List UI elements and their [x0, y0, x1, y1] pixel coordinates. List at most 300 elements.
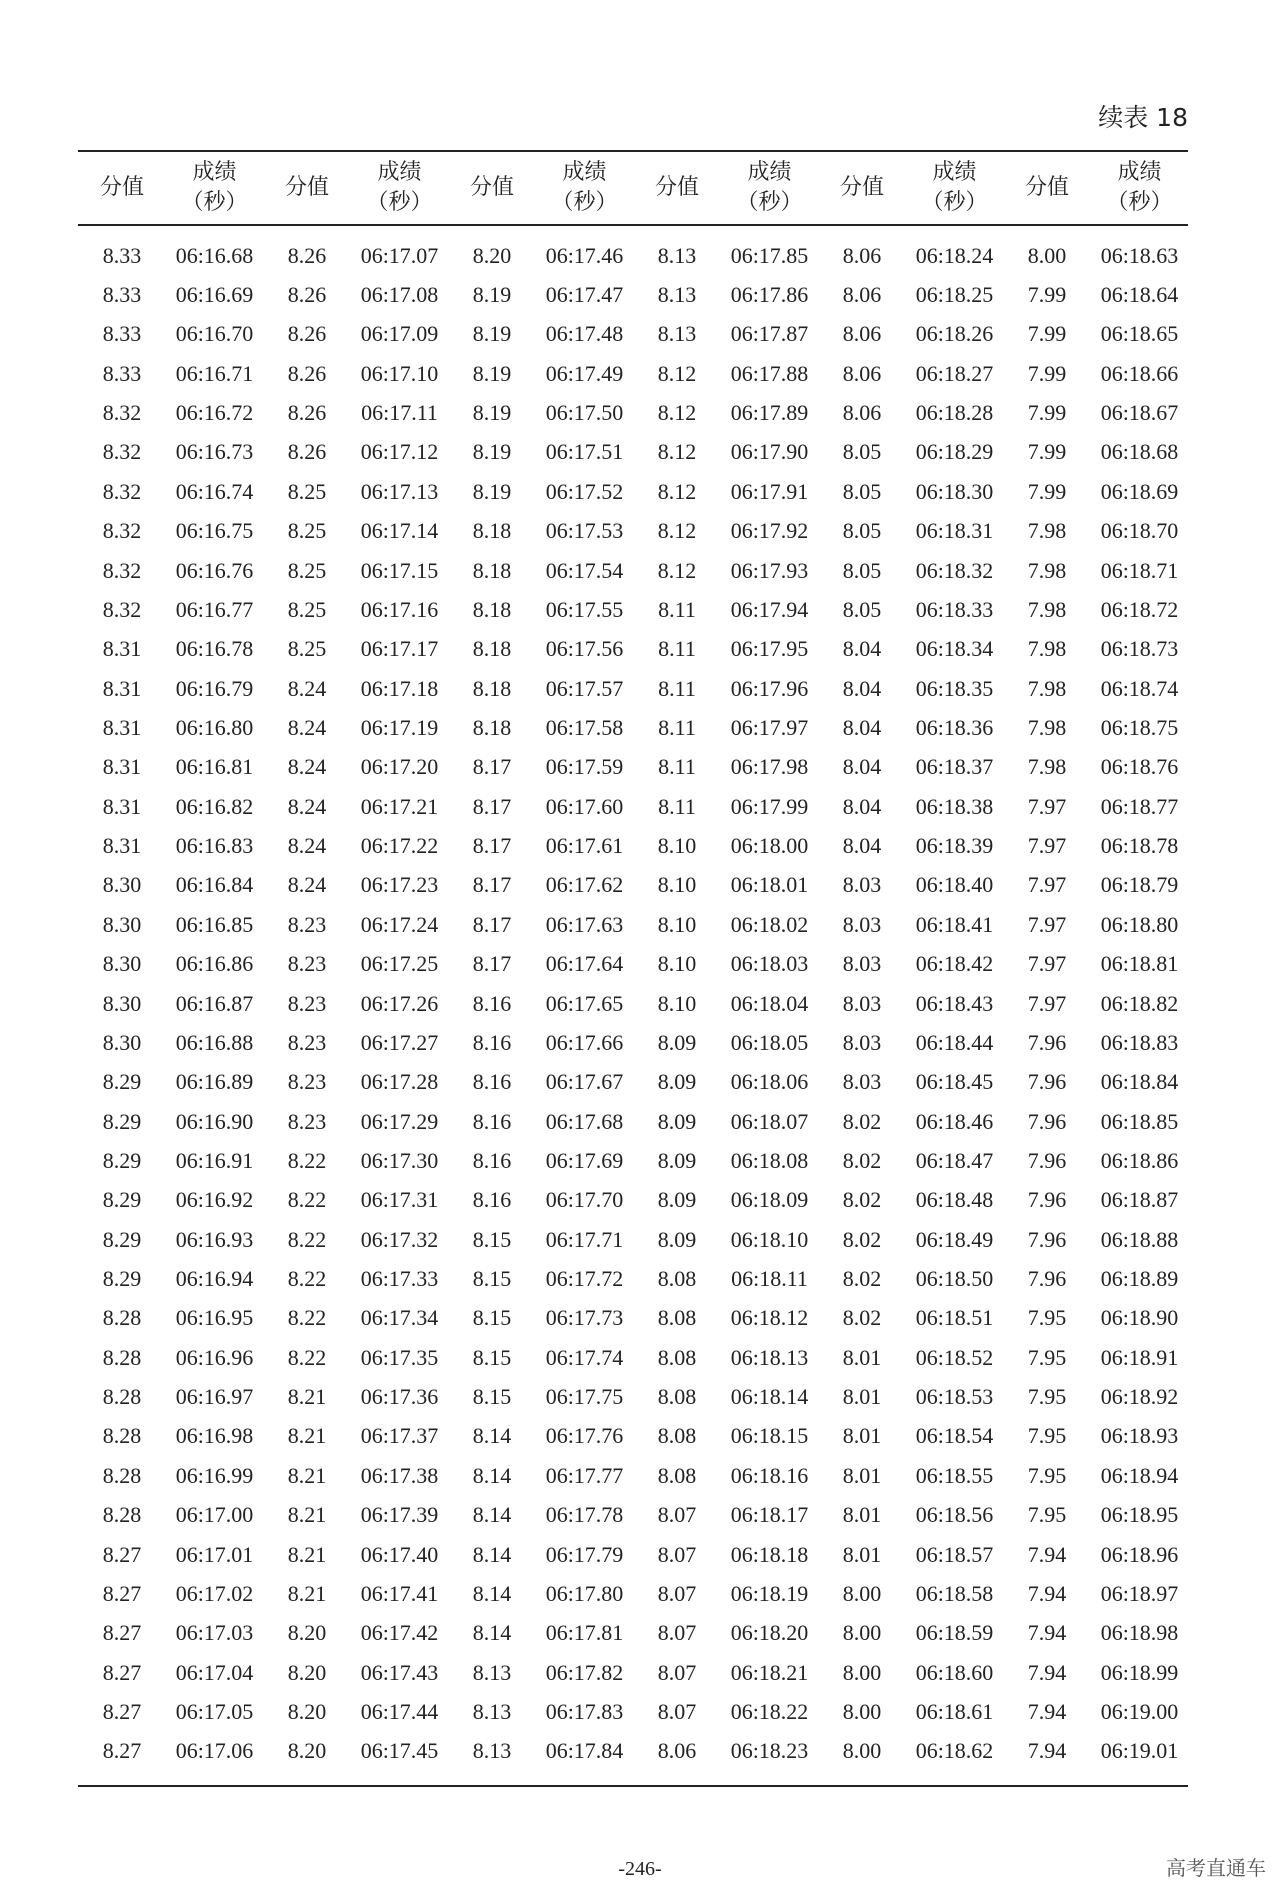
time-cell: 06:18.08 — [730, 1147, 809, 1173]
score-cell: 8.03 — [842, 872, 882, 898]
header-label: 成绩 — [192, 160, 237, 185]
time-cell: 06:18.21 — [730, 1659, 809, 1685]
time-cell: 06:17.02 — [175, 1580, 254, 1606]
time-cell: 06:18.81 — [1100, 951, 1179, 977]
time-cell: 06:18.68 — [1100, 439, 1179, 465]
score-cell: 8.05 — [842, 439, 882, 465]
time-cell: 06:16.90 — [175, 1108, 254, 1134]
score-cell: 8.16 — [472, 1029, 512, 1055]
score-cell: 8.28 — [102, 1462, 142, 1488]
time-cell: 06:16.93 — [175, 1226, 254, 1252]
time-cell: 06:18.50 — [915, 1266, 994, 1292]
time-cell: 06:17.18 — [360, 675, 439, 701]
time-cell: 06:17.26 — [360, 990, 439, 1016]
score-cell: 7.97 — [1027, 990, 1067, 1016]
header-score — [633, 151, 721, 225]
score-cell: 7.96 — [1027, 1266, 1067, 1292]
score-cell: 8.08 — [657, 1384, 697, 1410]
score-cell: 8.13 — [657, 321, 697, 347]
time-cell: 06:17.14 — [360, 518, 439, 544]
score-cell: 8.11 — [658, 714, 696, 740]
score-cell: 8.29 — [102, 1069, 142, 1095]
score-cell: 8.22 — [287, 1344, 327, 1370]
time-cell: 06:16.69 — [175, 282, 254, 308]
time-cell: 06:18.06 — [730, 1069, 809, 1095]
score-cell: 8.18 — [472, 714, 512, 740]
table-row — [78, 1574, 1188, 1613]
time-cell: 06:18.66 — [1100, 360, 1179, 386]
score-cell: 8.09 — [657, 1226, 697, 1252]
time-cell: 06:17.15 — [360, 557, 439, 583]
time-cell: 06:16.81 — [175, 754, 254, 780]
time-cell: 06:17.06 — [166, 1732, 263, 1786]
score-cell: 8.12 — [657, 478, 697, 504]
score-cell: 8.26 — [287, 282, 327, 308]
time-cell: 06:17.84 — [536, 1732, 633, 1786]
score-cell: 8.20 — [287, 1698, 327, 1724]
time-cell: 06:16.73 — [175, 439, 254, 465]
score-cell: 8.31 — [102, 833, 142, 859]
score-cell: 8.14 — [472, 1620, 512, 1646]
score-cell: 8.22 — [287, 1147, 327, 1173]
header-unit: （秒） — [366, 190, 433, 215]
time-cell: 06:17.66 — [545, 1029, 624, 1055]
time-cell: 06:17.68 — [545, 1108, 624, 1134]
score-cell: 8.01 — [842, 1462, 882, 1488]
score-cell: 8.07 — [657, 1698, 697, 1724]
time-cell: 06:17.82 — [545, 1659, 624, 1685]
time-cell: 06:18.61 — [915, 1698, 994, 1724]
header-label: 分值 — [99, 175, 144, 200]
time-cell: 06:18.33 — [915, 596, 994, 622]
score-cell: 8.07 — [657, 1580, 697, 1606]
time-cell: 06:17.69 — [545, 1147, 624, 1173]
score-cell: 7.98 — [1027, 557, 1067, 583]
time-cell: 06:18.45 — [915, 1069, 994, 1095]
time-cell: 06:18.98 — [1100, 1620, 1179, 1646]
table-row — [78, 512, 1188, 551]
score-cell: 8.05 — [842, 518, 882, 544]
score-cell: 8.11 — [658, 636, 696, 662]
watermark: 高考直通车 — [1166, 1856, 1266, 1880]
score-cell: 8.19 — [472, 439, 512, 465]
time-cell: 06:18.93 — [1100, 1423, 1179, 1449]
score-cell: 8.30 — [102, 951, 142, 977]
time-cell: 06:17.04 — [175, 1659, 254, 1685]
score-cell: 8.13 — [448, 1732, 536, 1786]
time-cell: 06:18.23 — [721, 1732, 818, 1786]
score-cell: 8.19 — [472, 400, 512, 426]
score-cell: 7.97 — [1027, 951, 1067, 977]
header-label: 分值 — [839, 175, 884, 200]
score-cell: 8.26 — [287, 439, 327, 465]
time-cell: 06:18.48 — [915, 1187, 994, 1213]
score-cell: 8.06 — [842, 242, 882, 268]
time-cell: 06:17.29 — [360, 1108, 439, 1134]
score-cell: 8.31 — [102, 675, 142, 701]
score-cell: 7.96 — [1027, 1226, 1067, 1252]
table-row — [78, 669, 1188, 708]
score-cell: 8.15 — [472, 1384, 512, 1410]
time-cell: 06:17.80 — [545, 1580, 624, 1606]
time-cell: 06:18.92 — [1100, 1384, 1179, 1410]
score-cell: 8.08 — [657, 1344, 697, 1370]
score-cell: 8.04 — [842, 675, 882, 701]
time-cell: 06:18.18 — [730, 1541, 809, 1567]
score-cell: 7.98 — [1027, 675, 1067, 701]
score-cell: 8.33 — [102, 242, 142, 268]
time-cell: 06:16.92 — [175, 1187, 254, 1213]
time-cell: 06:17.61 — [545, 833, 624, 859]
score-cell: 8.13 — [472, 1698, 512, 1724]
time-cell: 06:18.95 — [1100, 1502, 1179, 1528]
score-cell: 8.04 — [842, 714, 882, 740]
score-cell: 7.99 — [1027, 439, 1067, 465]
time-cell: 06:18.78 — [1100, 833, 1179, 859]
time-cell: 06:17.42 — [360, 1620, 439, 1646]
score-cell: 8.29 — [102, 1187, 142, 1213]
score-cell: 8.19 — [472, 321, 512, 347]
time-cell: 06:18.12 — [730, 1305, 809, 1331]
time-cell: 06:18.84 — [1100, 1069, 1179, 1095]
time-cell: 06:17.35 — [360, 1344, 439, 1370]
table-row — [78, 393, 1188, 432]
time-cell: 06:17.54 — [545, 557, 624, 583]
score-cell: 8.07 — [657, 1659, 697, 1685]
score-cell: 8.24 — [287, 714, 327, 740]
time-cell: 06:18.15 — [730, 1423, 809, 1449]
header-label: 分值 — [284, 175, 329, 200]
score-cell: 7.99 — [1027, 478, 1067, 504]
header-unit: （秒） — [736, 190, 803, 215]
score-cell: 8.19 — [472, 478, 512, 504]
score-cell: 8.12 — [657, 557, 697, 583]
score-cell: 8.22 — [287, 1187, 327, 1213]
score-cell: 8.31 — [102, 714, 142, 740]
score-cell: 7.94 — [1027, 1659, 1067, 1685]
time-cell: 06:19.00 — [1100, 1698, 1179, 1724]
time-cell: 06:17.77 — [545, 1462, 624, 1488]
score-cell: 8.21 — [287, 1541, 327, 1567]
score-cell: 8.07 — [657, 1502, 697, 1528]
header-row — [78, 151, 1188, 225]
time-cell: 06:16.99 — [175, 1462, 254, 1488]
score-cell: 8.29 — [102, 1147, 142, 1173]
table-row — [78, 551, 1188, 590]
time-cell: 06:18.07 — [730, 1108, 809, 1134]
time-cell: 06:18.39 — [915, 833, 994, 859]
score-cell: 8.24 — [287, 872, 327, 898]
time-cell: 06:18.46 — [915, 1108, 994, 1134]
score-cell: 8.09 — [657, 1108, 697, 1134]
score-cell: 7.98 — [1027, 754, 1067, 780]
time-cell: 06:17.49 — [545, 360, 624, 386]
time-cell: 06:17.36 — [360, 1384, 439, 1410]
score-cell: 8.17 — [472, 754, 512, 780]
time-cell: 06:17.00 — [175, 1502, 254, 1528]
time-cell: 06:17.64 — [545, 951, 624, 977]
time-cell: 06:17.65 — [545, 990, 624, 1016]
time-cell: 06:16.75 — [175, 518, 254, 544]
time-cell: 06:17.53 — [545, 518, 624, 544]
time-cell: 06:17.88 — [730, 360, 809, 386]
score-cell: 8.20 — [287, 1620, 327, 1646]
score-cell: 7.96 — [1027, 1069, 1067, 1095]
time-cell: 06:17.73 — [545, 1305, 624, 1331]
time-cell: 06:17.08 — [360, 282, 439, 308]
time-cell: 06:18.16 — [730, 1462, 809, 1488]
time-cell: 06:17.39 — [360, 1502, 439, 1528]
score-cell: 8.00 — [1027, 242, 1067, 268]
score-cell: 8.33 — [102, 360, 142, 386]
time-cell: 06:17.47 — [545, 282, 624, 308]
time-cell: 06:17.05 — [175, 1698, 254, 1724]
time-cell: 06:17.86 — [730, 282, 809, 308]
score-cell: 7.99 — [1027, 321, 1067, 347]
time-cell: 06:18.87 — [1100, 1187, 1179, 1213]
time-cell: 06:17.11 — [361, 400, 438, 426]
score-cell: 8.25 — [287, 518, 327, 544]
table-row — [78, 590, 1188, 629]
score-cell: 8.00 — [842, 1659, 882, 1685]
header-unit: （秒） — [551, 190, 618, 215]
time-cell: 06:17.43 — [360, 1659, 439, 1685]
time-cell: 06:16.78 — [175, 636, 254, 662]
header-time — [536, 151, 633, 225]
score-cell: 8.26 — [287, 321, 327, 347]
header-unit: （秒） — [181, 190, 248, 215]
score-cell: 8.27 — [102, 1541, 142, 1567]
table-row — [78, 1417, 1188, 1456]
time-cell: 06:18.73 — [1100, 636, 1179, 662]
score-cell: 8.17 — [472, 951, 512, 977]
time-cell: 06:16.80 — [175, 714, 254, 740]
score-cell: 7.95 — [1027, 1344, 1067, 1370]
time-cell: 06:18.35 — [915, 675, 994, 701]
score-cell: 8.21 — [287, 1502, 327, 1528]
score-cell: 8.11 — [658, 675, 696, 701]
time-cell: 06:18.52 — [915, 1344, 994, 1370]
score-cell: 8.01 — [842, 1423, 882, 1449]
time-cell: 06:18.26 — [915, 321, 994, 347]
score-cell: 8.25 — [287, 596, 327, 622]
score-cell: 8.14 — [472, 1462, 512, 1488]
score-cell: 8.30 — [102, 1029, 142, 1055]
time-cell: 06:18.96 — [1100, 1541, 1179, 1567]
time-cell: 06:18.80 — [1100, 911, 1179, 937]
score-cell: 7.95 — [1027, 1305, 1067, 1331]
score-cell: 8.23 — [287, 1108, 327, 1134]
time-cell: 06:18.72 — [1100, 596, 1179, 622]
time-cell: 06:17.76 — [545, 1423, 624, 1449]
time-cell: 06:17.70 — [545, 1187, 624, 1213]
score-cell: 8.17 — [472, 793, 512, 819]
score-cell: 8.14 — [472, 1502, 512, 1528]
score-cell: 8.00 — [842, 1580, 882, 1606]
header-time — [1091, 151, 1188, 225]
score-cell: 7.94 — [1003, 1732, 1091, 1786]
time-cell: 06:17.01 — [175, 1541, 254, 1567]
time-cell: 06:17.37 — [360, 1423, 439, 1449]
time-cell: 06:17.30 — [360, 1147, 439, 1173]
score-cell: 8.05 — [842, 596, 882, 622]
table-row — [78, 944, 1188, 983]
score-cell: 8.17 — [472, 911, 512, 937]
score-cell: 8.27 — [102, 1698, 142, 1724]
score-cell: 8.15 — [472, 1344, 512, 1370]
score-cell: 8.31 — [102, 636, 142, 662]
time-cell: 06:17.78 — [545, 1502, 624, 1528]
time-cell: 06:17.07 — [360, 242, 439, 268]
score-cell: 8.06 — [842, 321, 882, 347]
score-cell: 8.02 — [842, 1187, 882, 1213]
time-cell: 06:17.92 — [730, 518, 809, 544]
score-cell: 8.16 — [472, 1108, 512, 1134]
score-table — [78, 150, 1188, 1787]
time-cell: 06:18.01 — [730, 872, 809, 898]
score-cell: 8.12 — [657, 439, 697, 465]
table-row — [78, 1456, 1188, 1495]
score-cell: 8.17 — [472, 833, 512, 859]
score-cell: 8.02 — [842, 1266, 882, 1292]
score-cell: 8.14 — [472, 1423, 512, 1449]
time-cell: 06:17.57 — [545, 675, 624, 701]
time-cell: 06:18.24 — [915, 242, 994, 268]
score-cell: 8.20 — [287, 1659, 327, 1685]
header-time — [351, 151, 448, 225]
time-cell: 06:17.52 — [545, 478, 624, 504]
score-cell: 8.00 — [842, 1698, 882, 1724]
time-cell: 06:18.40 — [915, 872, 994, 898]
time-cell: 06:17.89 — [730, 400, 809, 426]
time-cell: 06:17.41 — [360, 1580, 439, 1606]
time-cell: 06:17.13 — [360, 478, 439, 504]
time-cell: 06:16.98 — [175, 1423, 254, 1449]
score-cell: 7.99 — [1027, 400, 1067, 426]
header-unit: （秒） — [1106, 190, 1173, 215]
time-cell: 06:18.20 — [730, 1620, 809, 1646]
score-cell: 8.04 — [842, 793, 882, 819]
score-cell: 8.03 — [842, 1069, 882, 1095]
score-cell: 7.96 — [1027, 1187, 1067, 1213]
score-cell: 8.19 — [472, 360, 512, 386]
time-cell: 06:16.71 — [175, 360, 254, 386]
time-cell: 06:17.16 — [360, 596, 439, 622]
score-cell: 8.30 — [102, 911, 142, 937]
score-cell: 8.27 — [102, 1659, 142, 1685]
time-cell: 06:17.94 — [730, 596, 809, 622]
score-cell: 7.95 — [1027, 1502, 1067, 1528]
table-row — [78, 1259, 1188, 1298]
score-cell: 8.01 — [842, 1384, 882, 1410]
score-cell: 8.10 — [657, 951, 697, 977]
time-cell: 06:18.88 — [1100, 1226, 1179, 1252]
score-cell: 8.06 — [842, 400, 882, 426]
score-cell: 8.23 — [287, 951, 327, 977]
score-cell: 8.28 — [102, 1384, 142, 1410]
time-cell: 06:18.19 — [730, 1580, 809, 1606]
time-cell: 06:17.58 — [545, 714, 624, 740]
score-cell: 8.28 — [102, 1305, 142, 1331]
time-cell: 06:17.10 — [360, 360, 439, 386]
score-cell: 8.29 — [102, 1108, 142, 1134]
score-cell: 8.16 — [472, 1187, 512, 1213]
time-cell: 06:17.44 — [360, 1698, 439, 1724]
score-cell: 7.95 — [1027, 1423, 1067, 1449]
time-cell: 06:18.56 — [915, 1502, 994, 1528]
time-cell: 06:16.76 — [175, 557, 254, 583]
score-cell: 8.14 — [472, 1580, 512, 1606]
time-cell: 06:17.22 — [360, 833, 439, 859]
score-cell: 8.28 — [102, 1502, 142, 1528]
score-cell: 8.27 — [78, 1732, 166, 1786]
score-cell: 7.98 — [1027, 518, 1067, 544]
time-cell: 06:16.91 — [175, 1147, 254, 1173]
score-cell: 8.28 — [102, 1423, 142, 1449]
score-cell: 8.21 — [287, 1462, 327, 1488]
header-unit: （秒） — [921, 190, 988, 215]
score-cell: 8.06 — [842, 360, 882, 386]
score-cell: 8.32 — [102, 596, 142, 622]
header-score — [1003, 151, 1091, 225]
time-cell: 06:18.54 — [915, 1423, 994, 1449]
table-row — [78, 984, 1188, 1023]
score-cell: 8.10 — [657, 872, 697, 898]
time-cell: 06:17.46 — [545, 242, 624, 268]
score-cell: 8.24 — [287, 675, 327, 701]
score-cell: 8.10 — [657, 833, 697, 859]
table-row — [78, 1181, 1188, 1220]
score-cell: 8.15 — [472, 1226, 512, 1252]
time-cell: 06:17.12 — [360, 439, 439, 465]
time-cell: 06:17.62 — [545, 872, 624, 898]
score-cell: 8.26 — [287, 400, 327, 426]
time-cell: 06:18.86 — [1100, 1147, 1179, 1173]
header-label: 成绩 — [1117, 160, 1162, 185]
time-cell: 06:18.29 — [915, 439, 994, 465]
table-row — [78, 1535, 1188, 1574]
score-cell: 7.97 — [1027, 911, 1067, 937]
score-cell: 8.10 — [657, 990, 697, 1016]
score-cell: 8.05 — [842, 478, 882, 504]
time-cell: 06:17.25 — [360, 951, 439, 977]
score-cell: 7.97 — [1027, 872, 1067, 898]
score-cell: 8.11 — [658, 754, 696, 780]
score-cell: 8.13 — [657, 282, 697, 308]
header-label: 成绩 — [377, 160, 422, 185]
time-cell: 06:17.51 — [545, 439, 624, 465]
time-cell: 06:18.51 — [915, 1305, 994, 1331]
score-cell: 8.09 — [657, 1069, 697, 1095]
score-cell: 7.94 — [1027, 1541, 1067, 1567]
time-cell: 06:17.32 — [360, 1226, 439, 1252]
time-cell: 06:18.99 — [1100, 1659, 1179, 1685]
time-cell: 06:18.69 — [1100, 478, 1179, 504]
time-cell: 06:18.67 — [1100, 400, 1179, 426]
time-cell: 06:17.20 — [360, 754, 439, 780]
time-cell: 06:17.34 — [360, 1305, 439, 1331]
time-cell: 06:18.76 — [1100, 754, 1179, 780]
score-cell: 8.22 — [287, 1226, 327, 1252]
time-cell: 06:16.96 — [175, 1344, 254, 1370]
time-cell: 06:18.31 — [915, 518, 994, 544]
time-cell: 06:18.38 — [915, 793, 994, 819]
time-cell: 06:18.27 — [915, 360, 994, 386]
header-label: 成绩 — [562, 160, 607, 185]
score-cell: 8.18 — [472, 557, 512, 583]
score-cell: 8.06 — [633, 1732, 721, 1786]
score-cell: 8.03 — [842, 951, 882, 977]
